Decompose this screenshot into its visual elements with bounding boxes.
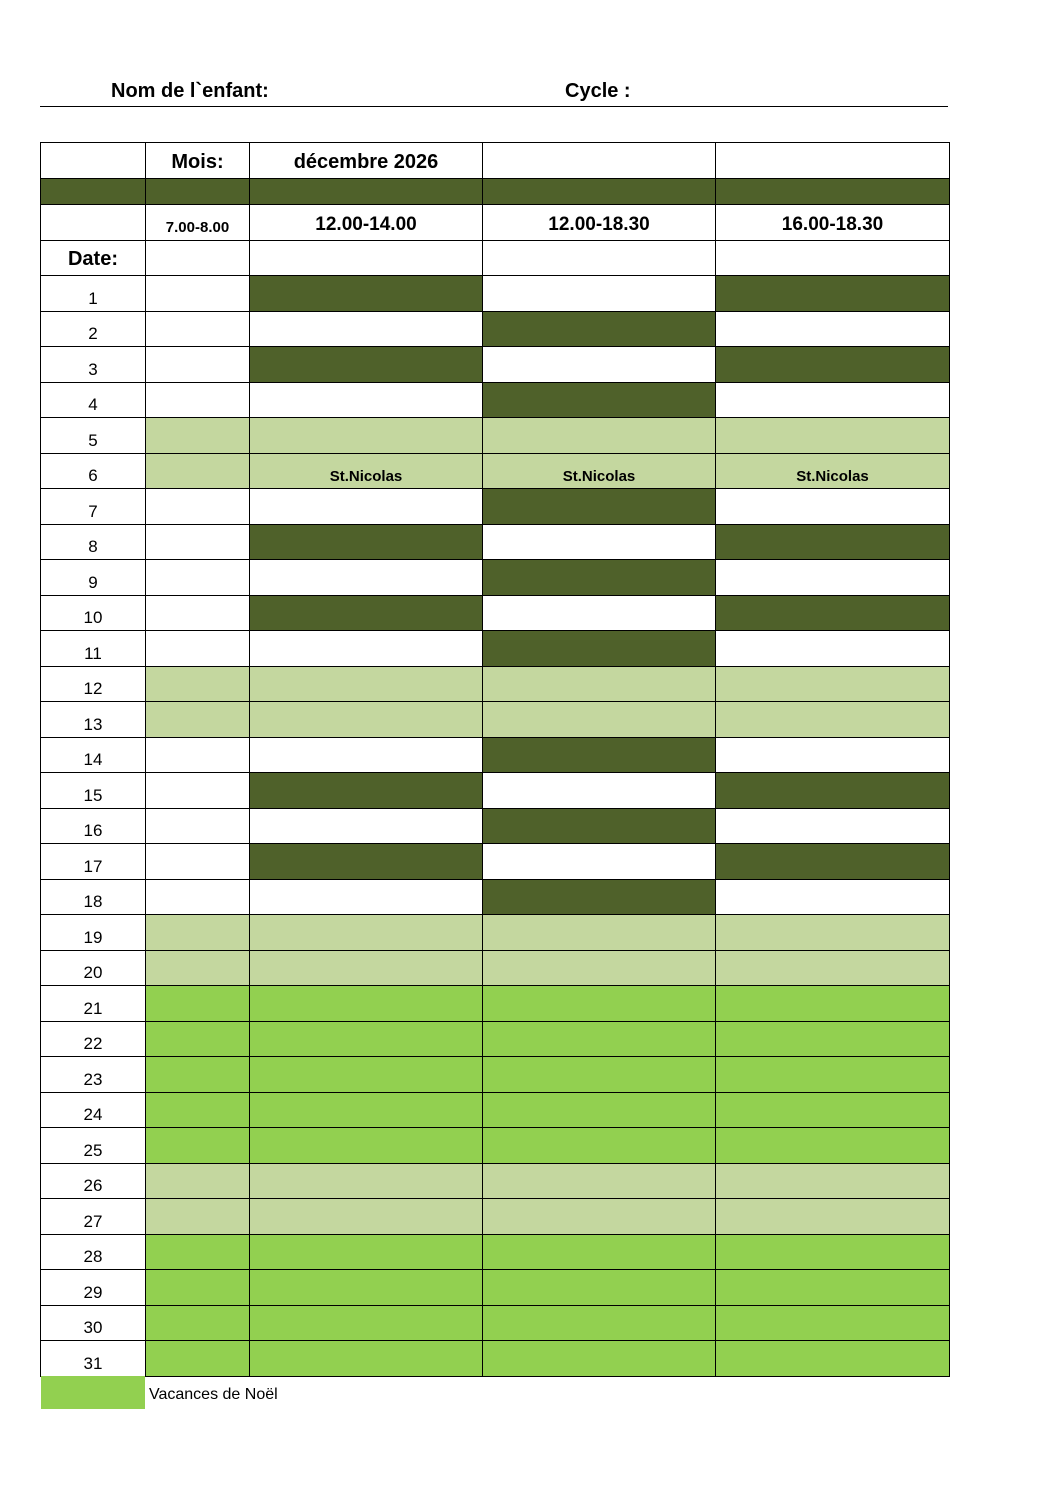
day-number: 16 (41, 808, 146, 844)
day-number: 20 (41, 950, 146, 986)
month-label: Mois: (146, 143, 250, 179)
slot-cell[interactable] (716, 311, 950, 347)
table-row (41, 986, 950, 1022)
day-number: 1 (41, 276, 146, 312)
day-number: 6 (41, 453, 146, 489)
table-row (41, 808, 950, 844)
table-row (41, 524, 950, 560)
slot-cell[interactable] (250, 1057, 483, 1093)
slot-cell[interactable] (146, 808, 250, 844)
table-row (41, 915, 950, 951)
day-number: 8 (41, 524, 146, 560)
slot-cell[interactable] (716, 489, 950, 525)
slot-cell[interactable] (716, 347, 950, 383)
slot-cell[interactable] (483, 560, 716, 596)
slot-cell[interactable] (146, 631, 250, 667)
slot-cell[interactable] (483, 276, 716, 312)
slot-cell[interactable] (146, 311, 250, 347)
slot-cell[interactable] (716, 1341, 950, 1377)
slot-cell[interactable] (716, 560, 950, 596)
slot-cell[interactable] (250, 1092, 483, 1128)
table-row (41, 844, 950, 880)
slot-cell[interactable] (146, 524, 250, 560)
slot-cell[interactable] (146, 276, 250, 312)
slot-cell[interactable] (483, 1021, 716, 1057)
slot-cell[interactable] (250, 347, 483, 383)
table-row (41, 1092, 950, 1128)
slot-cell[interactable] (716, 737, 950, 773)
slot-cell[interactable] (483, 737, 716, 773)
slot-cell[interactable] (716, 950, 950, 986)
slot-cell[interactable] (483, 1341, 716, 1377)
table-row (41, 773, 950, 809)
slot-cell[interactable] (483, 347, 716, 383)
time-slot-row (41, 205, 950, 241)
slot-cell[interactable] (146, 702, 250, 738)
slot-cell[interactable] (483, 524, 716, 560)
table-row (41, 1057, 950, 1093)
slot-cell[interactable] (250, 276, 483, 312)
time-slot-3: 12.00-18.30 (483, 205, 716, 241)
slot-cell[interactable] (250, 595, 483, 631)
slot-cell[interactable] (250, 879, 483, 915)
day-number: 2 (41, 311, 146, 347)
slot-cell[interactable] (250, 986, 483, 1022)
slot-cell[interactable] (716, 808, 950, 844)
slot-cell[interactable] (483, 631, 716, 667)
slot-cell[interactable] (250, 666, 483, 702)
table-row (41, 418, 950, 454)
slot-cell[interactable] (146, 1128, 250, 1164)
slot-cell[interactable] (483, 986, 716, 1022)
slot-cell[interactable] (483, 950, 716, 986)
slot-cell[interactable] (716, 702, 950, 738)
table-row (41, 560, 950, 596)
slot-cell[interactable] (250, 702, 483, 738)
time-slot-4: 16.00-18.30 (716, 205, 950, 241)
schedule-table (40, 142, 950, 1377)
slot-cell[interactable] (483, 311, 716, 347)
slot-cell[interactable] (146, 1092, 250, 1128)
day-number: 13 (41, 702, 146, 738)
day-number: 22 (41, 1021, 146, 1057)
table-row (41, 382, 950, 418)
slot-cell[interactable] (716, 1128, 950, 1164)
slot-cell[interactable] (250, 418, 483, 454)
slot-cell[interactable] (250, 311, 483, 347)
slot-cell[interactable] (250, 773, 483, 809)
slot-cell[interactable] (250, 1270, 483, 1306)
slot-cell[interactable] (146, 773, 250, 809)
day-number: 12 (41, 666, 146, 702)
slot-cell[interactable] (146, 1234, 250, 1270)
day-number: 10 (41, 595, 146, 631)
slot-cell[interactable] (716, 595, 950, 631)
slot-cell[interactable] (483, 1128, 716, 1164)
child-name-label: Nom de l`enfant: (111, 80, 269, 102)
slot-cell[interactable] (483, 418, 716, 454)
blank-cell (41, 143, 146, 179)
slot-cell[interactable] (146, 915, 250, 951)
slot-cell[interactable] (146, 737, 250, 773)
slot-cell[interactable] (146, 879, 250, 915)
table-row (41, 1163, 950, 1199)
slot-cell[interactable] (483, 1092, 716, 1128)
table-row (41, 311, 950, 347)
separator-cell (250, 179, 483, 205)
slot-cell[interactable] (716, 1057, 950, 1093)
slot-cell[interactable] (483, 915, 716, 951)
slot-cell[interactable] (483, 1234, 716, 1270)
slot-cell[interactable] (483, 1270, 716, 1306)
slot-cell[interactable] (146, 347, 250, 383)
slot-cell[interactable] (250, 560, 483, 596)
table-row (41, 1341, 950, 1377)
slot-cell[interactable] (250, 1341, 483, 1377)
separator-cell (483, 179, 716, 205)
slot-cell[interactable] (146, 560, 250, 596)
month-row (41, 143, 950, 179)
slot-cell[interactable] (250, 631, 483, 667)
slot-cell[interactable] (716, 666, 950, 702)
table-row (41, 595, 950, 631)
date-label: Date: (41, 241, 146, 276)
slot-cell[interactable] (716, 986, 950, 1022)
day-number: 14 (41, 737, 146, 773)
slot-cell[interactable]: St.Nicolas (483, 453, 716, 489)
slot-cell[interactable] (250, 808, 483, 844)
slot-cell[interactable] (716, 1305, 950, 1341)
blank-cell[interactable] (250, 241, 483, 276)
table-row (41, 702, 950, 738)
cycle-label: Cycle : (565, 80, 631, 102)
day-number: 15 (41, 773, 146, 809)
day-number: 30 (41, 1305, 146, 1341)
slot-cell[interactable] (716, 1270, 950, 1306)
slot-cell[interactable] (483, 773, 716, 809)
slot-cell[interactable] (146, 1341, 250, 1377)
slot-cell[interactable] (250, 915, 483, 951)
slot-cell[interactable] (716, 382, 950, 418)
slot-cell[interactable] (716, 879, 950, 915)
day-number: 25 (41, 1128, 146, 1164)
slot-cell[interactable] (250, 382, 483, 418)
slot-cell[interactable] (483, 595, 716, 631)
time-slot-2: 12.00-14.00 (250, 205, 483, 241)
slot-cell[interactable] (146, 1199, 250, 1235)
slot-cell[interactable] (716, 1199, 950, 1235)
blank-cell[interactable] (146, 241, 250, 276)
slot-cell[interactable] (146, 950, 250, 986)
table-row (41, 1128, 950, 1164)
slot-cell[interactable] (483, 1305, 716, 1341)
slot-cell[interactable] (146, 666, 250, 702)
legend-swatch (41, 1376, 145, 1409)
day-number: 31 (41, 1341, 146, 1377)
table-row (41, 1270, 950, 1306)
slot-cell[interactable]: St.Nicolas (250, 453, 483, 489)
slot-cell[interactable] (250, 1199, 483, 1235)
day-number: 4 (41, 382, 146, 418)
slot-cell[interactable] (146, 1021, 250, 1057)
table-row (41, 879, 950, 915)
day-number: 9 (41, 560, 146, 596)
slot-cell[interactable] (146, 418, 250, 454)
slot-cell[interactable] (716, 1021, 950, 1057)
blank-cell[interactable] (483, 241, 716, 276)
table-row (41, 276, 950, 312)
day-number: 26 (41, 1163, 146, 1199)
slot-cell[interactable] (146, 382, 250, 418)
table-row (41, 631, 950, 667)
table-row (41, 666, 950, 702)
slot-cell[interactable] (146, 1305, 250, 1341)
slot-cell[interactable] (483, 1057, 716, 1093)
slot-cell[interactable] (250, 950, 483, 986)
slot-cell[interactable] (250, 844, 483, 880)
day-number: 18 (41, 879, 146, 915)
slot-cell[interactable] (483, 1199, 716, 1235)
header-divider (40, 106, 948, 107)
slot-cell[interactable] (716, 524, 950, 560)
legend-label: Vacances de Noël (149, 1386, 278, 1403)
separator-row (41, 179, 950, 205)
blank-cell (483, 143, 716, 179)
slot-cell[interactable] (146, 844, 250, 880)
slot-cell[interactable] (716, 418, 950, 454)
day-number: 21 (41, 986, 146, 1022)
slot-cell[interactable] (250, 1234, 483, 1270)
slot-cell[interactable] (250, 524, 483, 560)
table-row (41, 950, 950, 986)
slot-cell[interactable] (716, 631, 950, 667)
slot-cell[interactable] (146, 489, 250, 525)
slot-cell[interactable] (250, 737, 483, 773)
slot-cell[interactable]: St.Nicolas (716, 453, 950, 489)
slot-cell[interactable] (250, 489, 483, 525)
day-number: 27 (41, 1199, 146, 1235)
table-row (41, 489, 950, 525)
separator-cell (41, 179, 146, 205)
slot-cell[interactable] (483, 1163, 716, 1199)
blank-cell (716, 143, 950, 179)
time-slot-1: 7.00-8.00 (146, 205, 250, 241)
separator-cell (716, 179, 950, 205)
slot-cell[interactable] (146, 453, 250, 489)
month-value: décembre 2026 (250, 143, 483, 179)
slot-cell[interactable] (716, 276, 950, 312)
slot-cell[interactable] (716, 1163, 950, 1199)
blank-cell[interactable] (716, 241, 950, 276)
table-row (41, 1305, 950, 1341)
slot-cell[interactable] (146, 986, 250, 1022)
slot-cell[interactable] (250, 1128, 483, 1164)
day-number: 19 (41, 915, 146, 951)
slot-cell[interactable] (483, 808, 716, 844)
day-number: 24 (41, 1092, 146, 1128)
table-row (41, 1199, 950, 1235)
slot-cell[interactable] (146, 1163, 250, 1199)
day-number: 23 (41, 1057, 146, 1093)
date-header-row (41, 241, 950, 276)
slot-cell[interactable] (483, 666, 716, 702)
slot-cell[interactable] (250, 1305, 483, 1341)
slot-cell[interactable] (483, 702, 716, 738)
slot-cell[interactable] (716, 1092, 950, 1128)
table-row (41, 1234, 950, 1270)
table-row (41, 347, 950, 383)
day-number: 11 (41, 631, 146, 667)
day-number: 5 (41, 418, 146, 454)
slot-cell[interactable] (716, 773, 950, 809)
table-row (41, 737, 950, 773)
slot-cell[interactable] (250, 1163, 483, 1199)
blank-cell (41, 205, 146, 241)
slot-cell[interactable] (146, 1270, 250, 1306)
slot-cell[interactable] (483, 489, 716, 525)
slot-cell[interactable] (146, 595, 250, 631)
day-number: 7 (41, 489, 146, 525)
day-number: 3 (41, 347, 146, 383)
slot-cell[interactable] (146, 1057, 250, 1093)
slot-cell[interactable] (483, 879, 716, 915)
separator-cell (146, 179, 250, 205)
slot-cell[interactable] (716, 915, 950, 951)
slot-cell[interactable] (483, 382, 716, 418)
slot-cell[interactable] (483, 844, 716, 880)
slot-cell[interactable] (716, 1234, 950, 1270)
table-row (41, 1021, 950, 1057)
slot-cell[interactable] (250, 1021, 483, 1057)
day-number: 17 (41, 844, 146, 880)
table-row (41, 453, 950, 489)
day-number: 29 (41, 1270, 146, 1306)
slot-cell[interactable] (716, 844, 950, 880)
day-number: 28 (41, 1234, 146, 1270)
